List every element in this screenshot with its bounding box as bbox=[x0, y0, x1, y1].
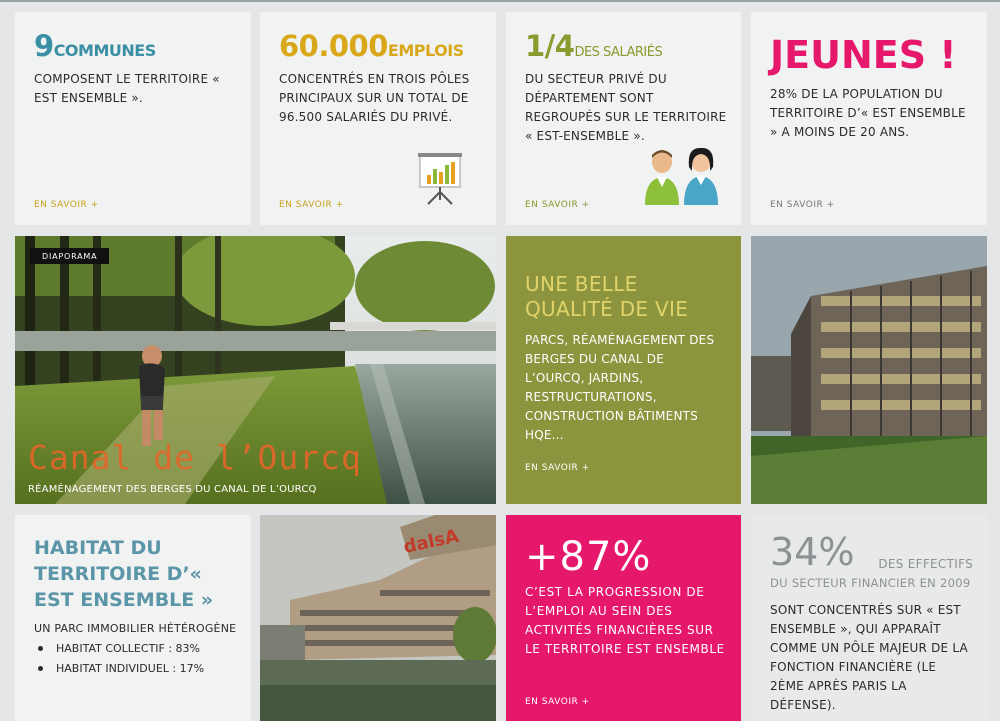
habitat-title: HABITAT DU TERRITOIRE D’« EST ENSEMBLE » bbox=[34, 537, 214, 611]
progression-number: +87% bbox=[525, 534, 652, 580]
qualite-text: PARCS, RÉAMÉNAGEMENT DES BERGES DU CANAL DE L’OURCQ, JARDINS, RESTRUCTURATIONS, CONSTRUCTION BÂTIMENTS HQE... bbox=[525, 333, 715, 442]
salaries-number: 1/4 bbox=[525, 29, 575, 63]
canal-subtitle: RÉAMÉNAGEMENT DES BERGES DU CANAL DE L’OURCQ bbox=[28, 484, 317, 495]
svg-text:dalsA: dalsA bbox=[401, 525, 461, 558]
emplois-number: 60.000 bbox=[279, 29, 388, 63]
card-emplois[interactable] bbox=[260, 12, 496, 225]
emplois-unit: EMPLOIS bbox=[387, 41, 464, 60]
card-habitat[interactable] bbox=[15, 515, 251, 721]
salaries-heading bbox=[525, 29, 727, 63]
people-icon bbox=[643, 145, 723, 207]
communes-heading bbox=[34, 29, 237, 63]
housing-image bbox=[260, 515, 496, 721]
financier-number: 34% bbox=[770, 530, 855, 574]
diaporama-badge[interactable]: DIAPORAMA bbox=[30, 248, 109, 264]
financier-text: SONT CONCENTRÉS SUR « EST ENSEMBLE », QUI APPARAÎT COMME UN PÔLE MAJEUR DE LA FONCTION FINANCIÈRE (LE 2ÈME APRÈS PARIS LA DÉFENSE). bbox=[770, 603, 968, 712]
qualite-title: UNE BELLE QUALITÉ DE VIE bbox=[525, 272, 689, 321]
salaries-unit: DES SALARIÉS bbox=[574, 45, 663, 60]
card-salaries[interactable] bbox=[506, 12, 741, 225]
habitat-item: HABITAT INDIVIDUEL : 17% bbox=[34, 659, 237, 679]
communes-number: 9 bbox=[34, 29, 54, 63]
qualite-more-link[interactable]: EN SAVOIR + bbox=[525, 463, 590, 473]
office-building-photo bbox=[751, 236, 987, 504]
building-image bbox=[751, 236, 987, 504]
salaries-more-link[interactable]: EN SAVOIR + bbox=[525, 200, 590, 210]
emplois-more-link[interactable]: EN SAVOIR + bbox=[279, 200, 344, 210]
habitat-list bbox=[34, 639, 237, 679]
communes-unit: COMMUNES bbox=[53, 41, 156, 60]
progression-more-link[interactable]: EN SAVOIR + bbox=[525, 697, 590, 707]
jeunes-title: JEUNES ! bbox=[770, 33, 957, 77]
jeunes-text: 28% DE LA POPULATION DU TERRITOIRE D’« EST ENSEMBLE » A MOINS DE 20 ANS. bbox=[770, 87, 966, 139]
card-financier[interactable] bbox=[751, 515, 987, 721]
card-progression[interactable] bbox=[506, 515, 741, 721]
diaporama-tile[interactable] bbox=[15, 236, 496, 504]
habitat-item: HABITAT COLLECTIF : 83% bbox=[34, 639, 237, 659]
salaries-text: DU SECTEUR PRIVÉ DU DÉPARTEMENT SONT REGROUPÉS SUR LE TERRITOIRE « EST-ENSEMBLE ». bbox=[525, 72, 727, 143]
housing-photo bbox=[260, 515, 496, 721]
communes-more-link[interactable]: EN SAVOIR + bbox=[34, 200, 99, 210]
emplois-heading bbox=[279, 29, 482, 63]
habitat-subtitle: UN PARC IMMOBILIER HÉTÉROGÈNE bbox=[34, 622, 237, 635]
card-qualite-de-vie[interactable] bbox=[506, 236, 741, 504]
financier-label-2: DU SECTEUR FINANCIER EN 2009 bbox=[770, 576, 971, 590]
communes-text: COMPOSENT LE TERRITOIRE « EST ENSEMBLE ». bbox=[34, 72, 220, 105]
canal-title: Canal de l’Ourcq bbox=[28, 438, 362, 477]
jeunes-more-link[interactable]: EN SAVOIR + bbox=[770, 200, 835, 210]
financier-label-1: DES EFFECTIFS bbox=[878, 557, 973, 571]
emplois-text: CONCENTRÉS EN TROIS PÔLES PRINCIPAUX SUR UN TOTAL DE 96.500 SALARIÉS DU PRIVÉ. bbox=[279, 72, 470, 124]
presentation-chart-icon bbox=[416, 152, 464, 206]
card-communes[interactable] bbox=[15, 12, 251, 225]
card-jeunes[interactable] bbox=[751, 12, 987, 225]
top-rule bbox=[0, 0, 1000, 2]
progression-text: C’EST LA PROGRESSION DE L’EMPLOI AU SEIN DES ACTIVITÉS FINANCIÈRES SUR LE TERRITOIRE EST ENSEMBLE bbox=[525, 585, 725, 656]
